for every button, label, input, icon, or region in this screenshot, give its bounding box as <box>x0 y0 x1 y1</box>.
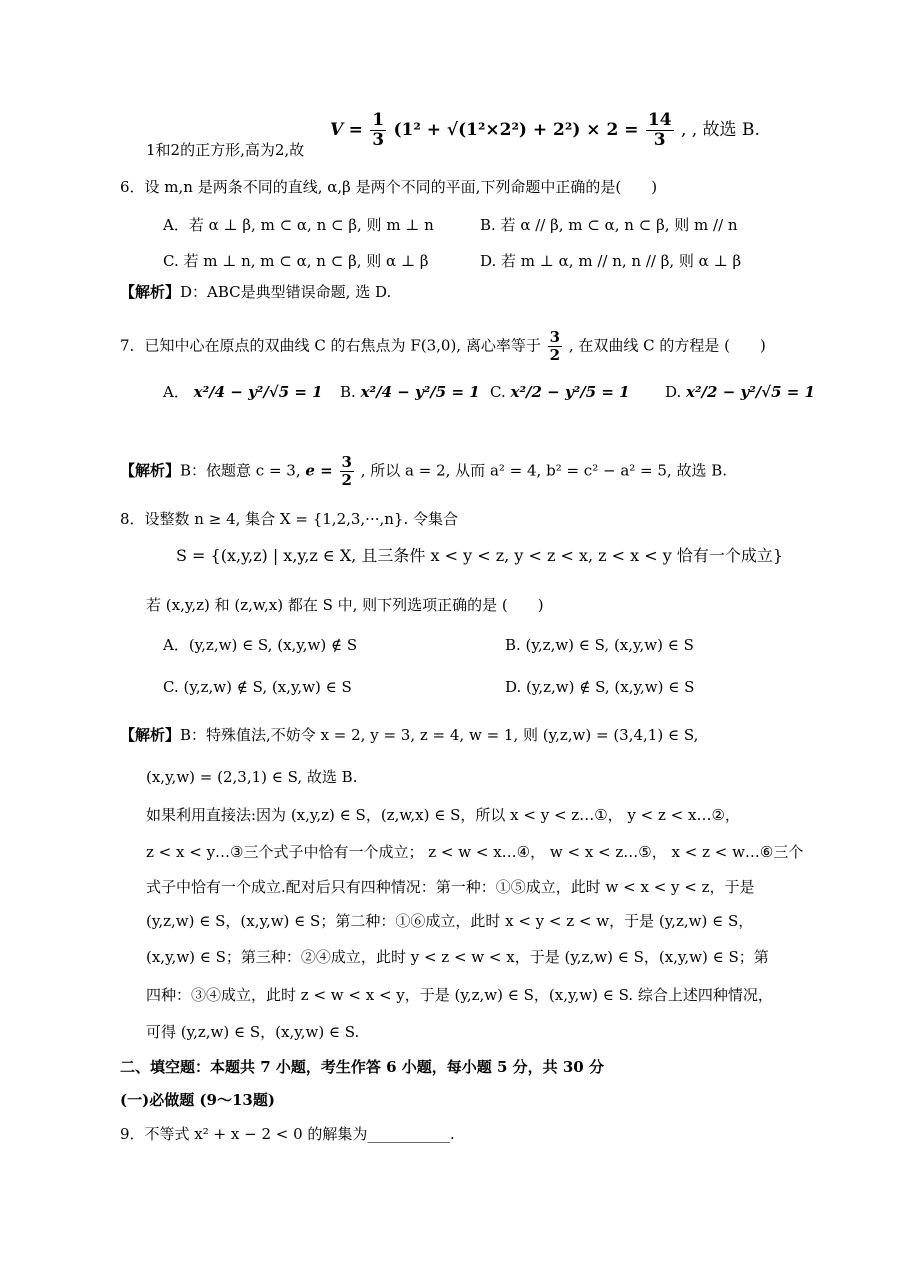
q8-direct-3: 式子中恰有一个成立.配对后只有四种情况：第一种：①⑤成立，此时 w < x < y < z，于是 <box>146 878 755 896</box>
q8-set-definition: S = {(x,y,z) | x,y,z ∈ X, 且三条件 x < y < z, y < z < x, z < x < y 恰有一个成立} <box>176 546 784 565</box>
q7-option-c: C. x²/2 − y²/5 = 1 <box>490 383 630 401</box>
q6-option-d: D. 若 m ⊥ α, m // n, n // β, 则 α ⊥ β <box>480 252 742 270</box>
q8-option-c: C. (y,z,w) ∉ S, (x,y,w) ∈ S <box>163 678 352 696</box>
q7-option-d: D. x²/2 − y²/√5 = 1 <box>665 383 815 401</box>
q6-stem: 6．设 m,n 是两条不同的直线, α,β 是两个不同的平面,下列命题中正确的是( ) <box>120 178 658 196</box>
analysis-label: 【解析】 <box>120 726 181 744</box>
q8-stem: 8．设整数 n ≥ 4, 集合 X = {1,2,3,···,n}. 令集合 <box>120 510 458 528</box>
analysis-label: 【解析】 <box>120 461 181 480</box>
q9-stem: 9．不等式 x² + x − 2 < 0 的解集为___________. <box>120 1125 455 1143</box>
section-title: 二、填空题：本题共 7 小题，考生作答 6 小题，每小题 5 分，共 30 分 <box>120 1058 604 1076</box>
q8-direct-2: z < x < y…③三个式子中恰有一个成立； z < w < x…④， w < x < z…⑤， x < z < w…⑥三个 <box>146 843 804 861</box>
q7-option-b: B. x²/4 − y²/5 = 1 <box>340 383 480 401</box>
q8-condition: 若 (x,y,z) 和 (z,w,x) 都在 S 中, 则下列选项正确的是 ( ) <box>146 596 544 614</box>
q8-direct-5: (x,y,w) ∈ S；第三种：②④成立，此时 y < z < w < x，于是 (y,z,w) ∈ S，(x,y,w) ∈ S；第 <box>146 948 769 966</box>
answer-blank: ___________. <box>367 1125 455 1143</box>
analysis-label: 【解析】 <box>120 283 181 301</box>
q8-option-d: D. (y,z,w) ∉ S, (x,y,w) ∈ S <box>505 678 695 696</box>
q8-option-a: A．(y,z,w) ∈ S, (x,y,w) ∉ S <box>163 636 358 654</box>
q8-direct-6: 四种：③④成立，此时 z < w < x < y，于是 (y,z,w) ∈ S，(x,y,w) ∈ S. 综合上述四种情况， <box>146 986 773 1004</box>
q7-analysis: 【解析】B：依题意 c = 3, e = $\frac{3}{2}$ , 所以 a = 2, 从而 a² = 4, b² = c² − a² = 5, 故选 B. <box>120 453 728 489</box>
q8-analysis: 【解析】B：特殊值法,不妨令 x = 2, y = 3, z = 4, w = 1, 则 (y,z,w) = (3,4,1) ∈ S, <box>120 726 699 744</box>
q8-direct-1: 如果利用直接法:因为 (x,y,z) ∈ S，(z,w,x) ∈ S，所以 x < y < z…①， y < z < x…②， <box>146 806 740 824</box>
q8-option-b: B. (y,z,w) ∈ S, (x,y,w) ∈ S <box>505 636 694 654</box>
q8-analysis-2: (x,y,w) = (2,3,1) ∈ S, 故选 B. <box>146 768 358 786</box>
q8-direct-4: (y,z,w) ∈ S，(x,y,w) ∈ S；第二种：①⑥成立，此时 x < y < z < w，于是 (y,z,w) ∈ S， <box>146 912 754 930</box>
q6-option-a: A．若 α ⊥ β, m ⊂ α, n ⊂ β, 则 m ⊥ n <box>163 216 434 234</box>
q8-direct-7: 可得 (y,z,w) ∈ S，(x,y,w) ∈ S. <box>146 1023 360 1041</box>
q6-analysis: 【解析】D：ABC是典型错误命题, 选 D. <box>120 283 392 301</box>
q6-option-c: C. 若 m ⊥ n, m ⊂ α, n ⊂ β, 则 α ⊥ β <box>163 252 429 270</box>
q7-stem: 7．已知中心在原点的双曲线 C 的右焦点为 F(3,0), 离心率等于 $\frac{3}{2}$ , 在双曲线 C 的方程是 ( ) <box>120 328 766 364</box>
volume-text: 1和2的正方形,高为2,故 <box>146 141 305 159</box>
volume-formula: V = $\frac{1}{3}$ (1² + √(1²×2²) + 2²) × 2 = $\frac{14}{3}$ , , 故选 B. <box>330 110 760 150</box>
q7-option-a: A． x²/4 − y²/√5 = 1 <box>163 383 323 401</box>
section-subtitle: (一)必做题 (9～13题) <box>120 1091 275 1109</box>
q6-option-b: B. 若 α // β, m ⊂ α, n ⊂ β, 则 m // n <box>480 216 738 234</box>
